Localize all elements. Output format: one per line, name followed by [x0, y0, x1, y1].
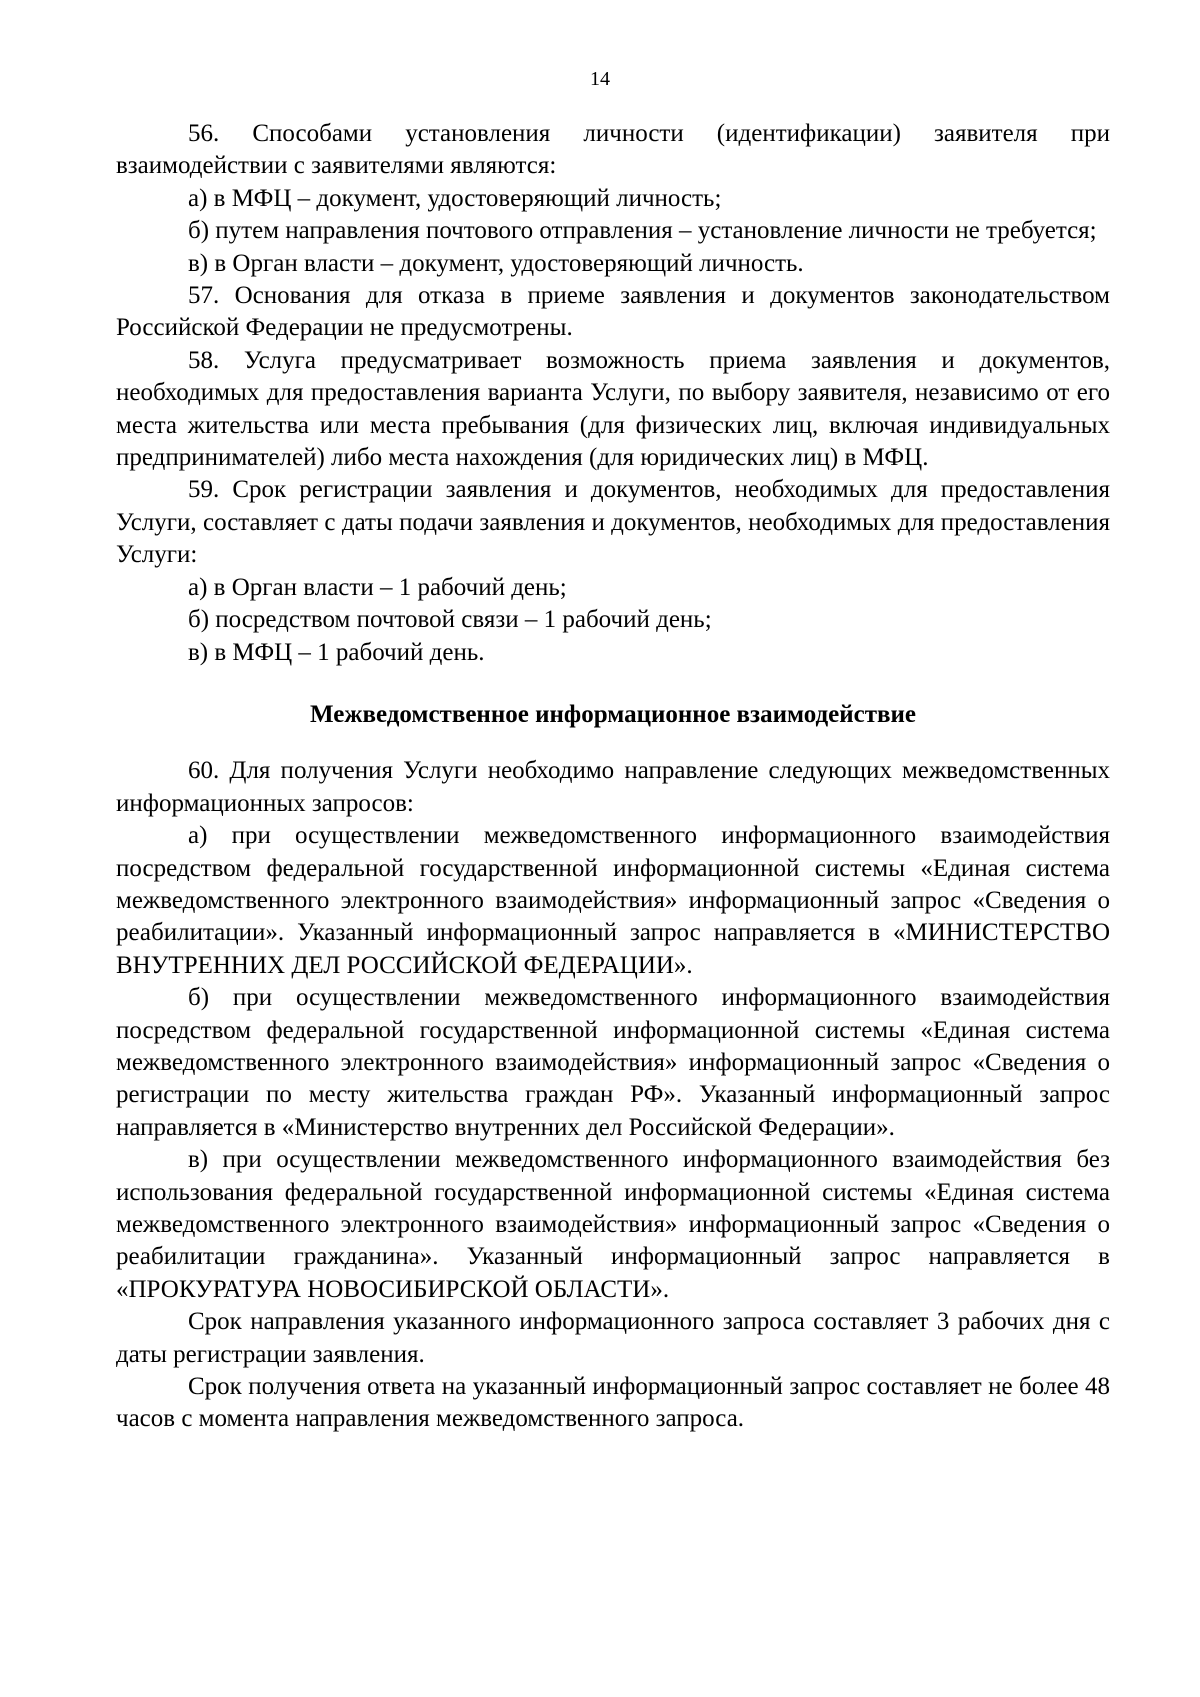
- paragraph-60-b: б) при осуществлении межведомственного информационного взаимодействия посредством федеральной государственной информационной системы «Единая система межведомственного электронного взаимодействия» информационный запрос «Сведения о регистрации по месту жительства граждан РФ». Указанный информационный запрос направляется в «Министерство внутренних дел Российской Федерации».: [116, 984, 1110, 1141]
- paragraph-56: 56. Способами установления личности (идентификации) заявителя при взаимодействии с заявителями являются:: [116, 120, 1110, 180]
- paragraph-57: 57. Основания для отказа в приеме заявления и документов законодательством Российской Федерации не предусмотрены.: [116, 282, 1110, 342]
- paragraph-59-b: б) посредством почтовой связи – 1 рабочий день;: [188, 606, 712, 634]
- section-heading: Межведомственное информационное взаимодействие: [310, 700, 916, 728]
- paragraph-response-term: Срок получения ответа на указанный информационный запрос составляет не более 48 часов с момента направления межведомственного запроса.: [116, 1373, 1110, 1433]
- paragraph-59-a: а) в Орган власти – 1 рабочий день;: [188, 573, 567, 601]
- paragraph-59: 59. Срок регистрации заявления и документов, необходимых для предоставления Услуги, составляет с даты подачи заявления и документов, необходимых для предоставления Услуги:: [116, 476, 1110, 569]
- paragraph-56-b: б) путем направления почтового отправления – установление личности не требуется;: [188, 217, 1097, 245]
- page-number: 14: [590, 68, 610, 90]
- paragraph-56-v: в) в Орган власти – документ, удостоверяющий личность.: [188, 249, 804, 277]
- document-body: [116, 118, 1110, 1436]
- paragraph-60: 60. Для получения Услуги необходимо направление следующих межведомственных информационных запросов:: [116, 757, 1110, 817]
- paragraph-56-a: а) в МФЦ – документ, удостоверяющий личность;: [188, 184, 722, 212]
- paragraph-request-send-term: Срок направления указанного информационного запроса составляет 3 рабочих дня с даты регистрации заявления.: [116, 1308, 1110, 1368]
- paragraph-60-a: а) при осуществлении межведомственного информационного взаимодействия посредством федеральной государственной информационной системы «Единая система межведомственного электронного взаимодействия» информационный запрос «Сведения о реабилитации». Указанный информационный запрос направляется в «МИНИСТЕРСТВО ВНУТРЕННИХ ДЕЛ РОССИЙСКОЙ ФЕДЕРАЦИИ».: [116, 822, 1110, 979]
- paragraph-60-v: в) при осуществлении межведомственного информационного взаимодействия без использования федеральной государственной информационной системы «Единая система межведомственного электронного взаимодействия» информационный запрос «Сведения о реабилитации гражданина». Указанный информационный запрос направляется в «ПРОКУРАТУРА НОВОСИБИРСКОЙ ОБЛАСТИ».: [116, 1146, 1110, 1303]
- paragraph-59-v: в) в МФЦ – 1 рабочий день.: [188, 638, 485, 666]
- paragraph-58: 58. Услуга предусматривает возможность приема заявления и документов, необходимых для предоставления варианта Услуги, по выбору заявителя, независимо от его места жительства или места пребывания (для физических лиц, включая индивидуальных предпринимателей) либо места нахождения (для юридических лиц) в МФЦ.: [116, 346, 1110, 472]
